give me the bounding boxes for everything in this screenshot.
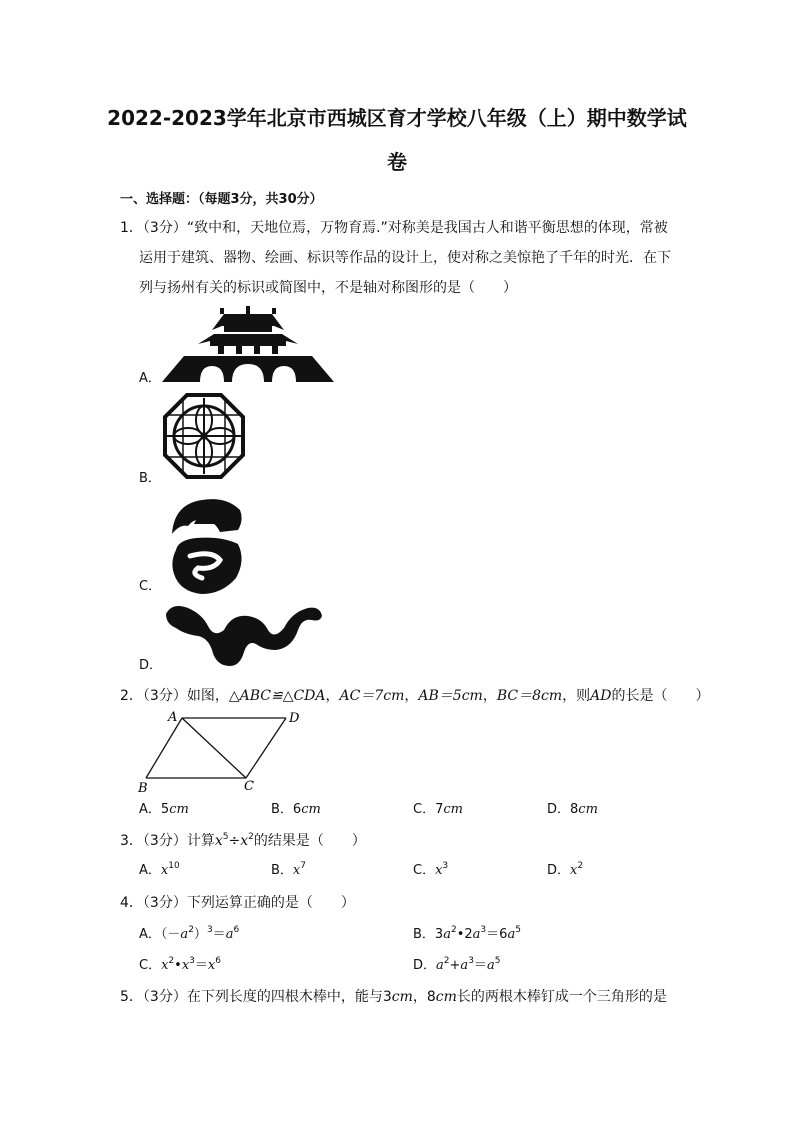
q2-prefix: 2．（3分）如图，: [120, 688, 229, 704]
q2-label-d: D: [289, 711, 300, 726]
q3-option-b[interactable]: B．$x^7$: [271, 861, 306, 878]
q1-line2: 运用于建筑、器物、绘画、标识等作品的设计上，使对称之美惊艳了千年的时光．在下: [139, 250, 671, 266]
q2-label-c: C: [244, 779, 254, 794]
q2-unit-1: cm: [383, 688, 405, 704]
q2-label-a: A: [168, 710, 178, 725]
q1-option-b-octagon-lattice-image: [163, 393, 245, 479]
q4-stem: 4．（3分）下列运算正确的是（ ）: [120, 895, 355, 911]
q3-option-d[interactable]: D．$x^2$: [547, 861, 584, 878]
q3-option-c[interactable]: C．$x^3$: [413, 861, 449, 878]
q1-option-c-label: C．: [139, 579, 162, 594]
page-title-continued: 卷: [387, 150, 407, 174]
q2-option-c[interactable]: C．7cm: [413, 802, 463, 817]
q5-stem: 5．（3分）在下列长度的四根木棒中，能与3cm，8cm长的两根木棒钉成一个三角形的是: [120, 989, 667, 1005]
q2-option-d[interactable]: D．8cm: [547, 802, 598, 817]
q1-line1: 1．（3分）“致中和，天地位焉，万物育焉.”对称美是我国古人和谐平衡思想的体现，常被: [120, 220, 668, 236]
q4-option-d[interactable]: D．$a^2+a^3=a^5$: [413, 956, 501, 973]
q2-option-a[interactable]: A．5cm: [139, 802, 189, 817]
q1-line3: 列与扬州有关的标识或简图中，不是轴对称图形的是（ ）: [139, 280, 517, 296]
q2-stem: 2．（3分）如图，△ABC≌△CDA，AC＝7cm，AB＝5cm，BC＝8cm，则AD的长是（ ）: [120, 688, 710, 704]
q2-parallelogram-figure: [134, 708, 304, 796]
q3-option-a[interactable]: A．$x^{10}$: [139, 861, 180, 878]
q3-stem: 3．（3分）计算$x^5\div x^2$的结果是（ ）: [120, 832, 366, 849]
q1-option-a-pavilion-image: [162, 306, 334, 382]
q1-option-a-label: A．: [139, 371, 161, 386]
q1-option-b-label: B．: [139, 471, 161, 486]
q2-cond-ac: AC＝7: [339, 688, 384, 704]
q1-option-d-wave-image: [162, 600, 324, 668]
q1-option-c-emblem-image: [166, 494, 246, 598]
q2-unit-3: cm: [540, 688, 563, 704]
q4-option-a[interactable]: A．$(-a^2)^3=a^6$: [139, 925, 240, 942]
q2-unit-2: cm: [461, 688, 483, 704]
q2-cond-bc: BC＝8: [496, 688, 541, 704]
q4-option-c[interactable]: C．$x^2•x^3=x^6$: [139, 956, 221, 973]
q4-option-b[interactable]: B．$3a^2•2a^3=6a^5$: [413, 925, 521, 942]
q2-option-b[interactable]: B．6cm: [271, 802, 321, 817]
q2-suffix-pre: ，则: [562, 688, 591, 704]
page-title: 2022-2023学年北京市西城区育才学校八年级（上）期中数学试: [107, 106, 687, 130]
section-heading: 一、选择题：（每题3分，共30分）: [120, 192, 323, 207]
q2-ad: AD: [590, 688, 612, 704]
q2-congruence: △ABC≌△CDA: [228, 688, 326, 704]
q1-option-d-label: D．: [139, 658, 163, 673]
q2-cond-ab: AB＝5: [418, 688, 462, 704]
q2-suffix: 的长是（ ）: [611, 688, 710, 704]
q2-label-b: B: [138, 781, 148, 796]
